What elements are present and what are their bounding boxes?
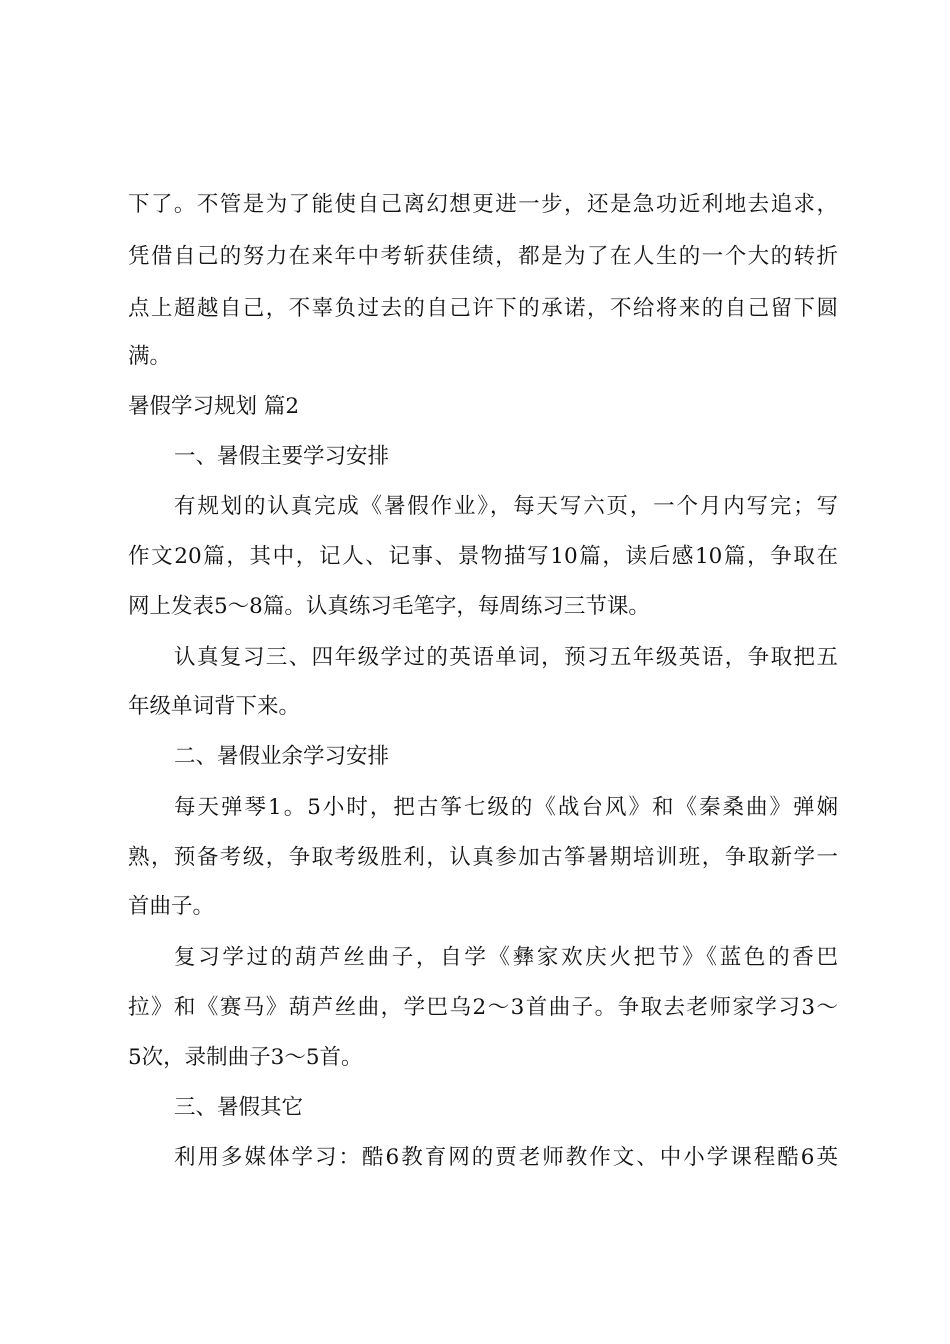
paragraph-line: 熟，预备考级，争取考级胜利，认真参加古筝暑期培训班，争取新学一 <box>128 845 838 870</box>
paragraph-line: 有规划的认真完成《暑假作业》，每天写六页，一个月内写完；写 <box>174 494 838 519</box>
paragraph-line: 复习学过的葫芦丝曲子，自学《彝家欢庆火把节》《蓝色的香巴 <box>174 945 838 970</box>
paragraph-line: 利用多媒体学习：酷6教育网的贾老师教作文、中小学课程酷6英 <box>174 1145 838 1170</box>
paragraph-line: 每天弹琴1。5小时，把古筝七级的《战台风》和《秦桑曲》弹娴 <box>174 795 838 820</box>
paragraph-line: 网上发表5～8篇。认真练习毛笔字，每周练习三节课。 <box>128 594 650 619</box>
paragraph-line: 作文20篇，其中，记人、记事、景物描写10篇，读后感10篇，争取在 <box>128 544 838 569</box>
section-title: 暑假学习规划 篇2 <box>128 394 300 419</box>
paragraph-line: 认真复习三、四年级学过的英语单词，预习五年级英语，争取把五 <box>174 645 838 670</box>
paragraph-line: 满。 <box>128 344 172 369</box>
paragraph-line: 下了。不管是为了能使自己离幻想更进一步，还是急功近利地去追求， <box>128 192 838 217</box>
paragraph-line: 首曲子。 <box>128 894 215 919</box>
paragraph-line: 年级单词背下来。 <box>128 694 301 719</box>
paragraph-line: 点上超越自己，不辜负过去的自己许下的承诺，不给将来的自己留下圆 <box>128 296 838 321</box>
paragraph-line: 5次，录制曲子3～5首。 <box>128 1045 363 1070</box>
paragraph-line: 凭借自己的努力在来年中考斩获佳绩，都是为了在人生的一个大的转折 <box>128 244 838 269</box>
paragraph-line: 拉》和《赛马》葫芦丝曲，学巴乌2～3首曲子。争取去老师家学习3～ <box>128 995 838 1020</box>
heading-main-study: 一、暑假主要学习安排 <box>174 444 390 469</box>
heading-other: 三、暑假其它 <box>174 1095 304 1120</box>
heading-extra-study: 二、暑假业余学习安排 <box>174 744 390 769</box>
